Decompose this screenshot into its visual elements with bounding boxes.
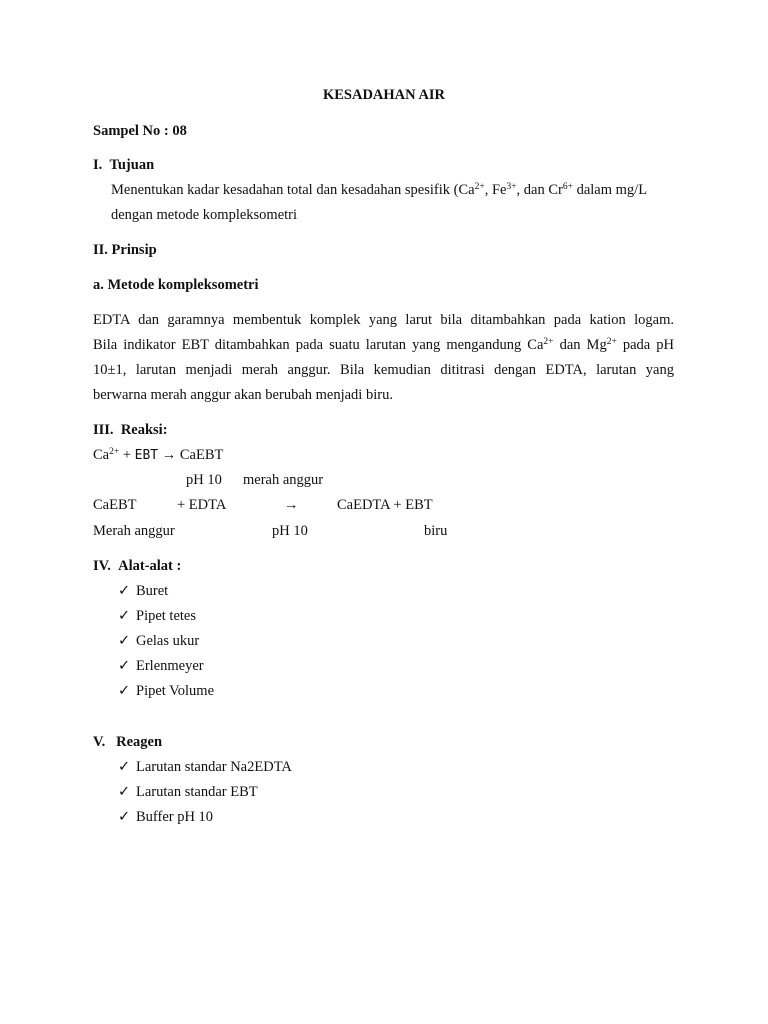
text: Menentukan kadar kesadahan total dan kesadahan spesifik (Ca (111, 182, 475, 198)
reactant-edta: + EDTA (177, 497, 227, 513)
list-item-label: Buffer pH 10 (136, 809, 214, 825)
text: , Fe (484, 182, 507, 198)
checkmark-icon: ✓ (118, 658, 131, 674)
section-title: Tujuan (109, 157, 155, 173)
color-after: biru (424, 523, 448, 539)
text: dan Mg (553, 337, 607, 353)
text: pada pH (616, 337, 675, 353)
list-item (118, 632, 199, 650)
list-item (118, 582, 168, 600)
checkmark-icon: ✓ (118, 809, 131, 825)
checkmark-icon: ✓ (118, 683, 131, 699)
list-item-label: Buret (136, 583, 169, 599)
list-item-label: Erlenmeyer (136, 658, 204, 674)
list-item (118, 657, 204, 675)
reactant-ca: Ca (93, 447, 110, 463)
tujuan-line-2: dengan metode kompleksometri (111, 207, 298, 223)
superscript: 2+ (606, 337, 617, 347)
text: , dan Cr (516, 182, 563, 198)
arrow: → (158, 447, 180, 463)
reaction-line-1 (93, 446, 223, 465)
list-item (118, 808, 213, 826)
checkmark-icon: ✓ (118, 784, 131, 800)
checkmark-icon: ✓ (118, 583, 131, 599)
checkmark-icon: ✓ (118, 633, 131, 649)
prinsip-paragraph-line-2 (93, 336, 674, 354)
reaction-arrow: → (284, 497, 299, 513)
superscript: 2+ (109, 447, 120, 457)
reactant-caebt: CaEBT (93, 497, 137, 513)
section-title: Alat-alat : (118, 558, 182, 574)
subsection-heading: a. Metode kompleksometri (93, 277, 259, 293)
reaction-color-label: merah anggur (243, 472, 324, 488)
text: dalam mg/L (572, 182, 648, 198)
list-item (118, 758, 292, 776)
superscript: 3+ (506, 182, 517, 192)
list-item-label: Gelas ukur (136, 633, 200, 649)
plus: + (119, 447, 135, 463)
section-reaksi-heading (93, 421, 168, 439)
section-alat-heading (93, 557, 181, 575)
list-item (118, 682, 214, 700)
list-item-label: Pipet Volume (136, 683, 215, 699)
list-item (118, 783, 258, 801)
section-number: I. (93, 157, 103, 173)
prinsip-paragraph-line-3: 10±1, larutan menjadi merah anggur. Bila kemudian dititrasi dengan EDTA, larutan yang (93, 362, 674, 378)
section-title: Reaksi: (120, 422, 168, 438)
sample-number: Sampel No : 08 (93, 123, 187, 139)
document-title: KESADAHAN AIR (322, 87, 446, 103)
checkmark-icon: ✓ (118, 759, 131, 775)
reactant-ebt: EBT (134, 448, 159, 463)
list-item-label: Larutan standar Na2EDTA (136, 759, 292, 775)
prinsip-paragraph-line-4: berwarna merah anggur akan berubah menjadi biru. (93, 387, 393, 403)
checkmark-icon: ✓ (118, 608, 131, 624)
product-caebt: CaEBT (179, 447, 224, 463)
section-number: IV. (93, 558, 111, 574)
list-item (118, 607, 196, 625)
prinsip-paragraph-line-1: EDTA dan garamnya membentuk komplek yang larut bila ditambahkan pada kation logam. (93, 312, 674, 328)
reaction-ph: pH 10 (272, 523, 308, 539)
list-item-label: Pipet tetes (136, 608, 197, 624)
superscript: 2+ (543, 337, 554, 347)
list-item-label: Larutan standar EBT (136, 784, 258, 800)
section-tujuan-heading (93, 156, 154, 174)
tujuan-line-1 (111, 181, 647, 199)
reaction-condition-ph: pH 10 (186, 472, 222, 488)
text: Bila indikator EBT ditambahkan pada suatu larutan yang mengandung Ca (93, 337, 544, 353)
section-prinsip-heading: II. Prinsip (93, 242, 157, 258)
section-number: V. (93, 734, 106, 750)
color-before: Merah anggur (93, 523, 175, 539)
section-number: III. (93, 422, 114, 438)
reaction-product: CaEDTA + EBT (337, 497, 433, 513)
superscript: 2+ (474, 182, 485, 192)
section-title: Reagen (116, 734, 163, 750)
section-reagen-heading (93, 733, 162, 751)
superscript: 6+ (562, 182, 573, 192)
